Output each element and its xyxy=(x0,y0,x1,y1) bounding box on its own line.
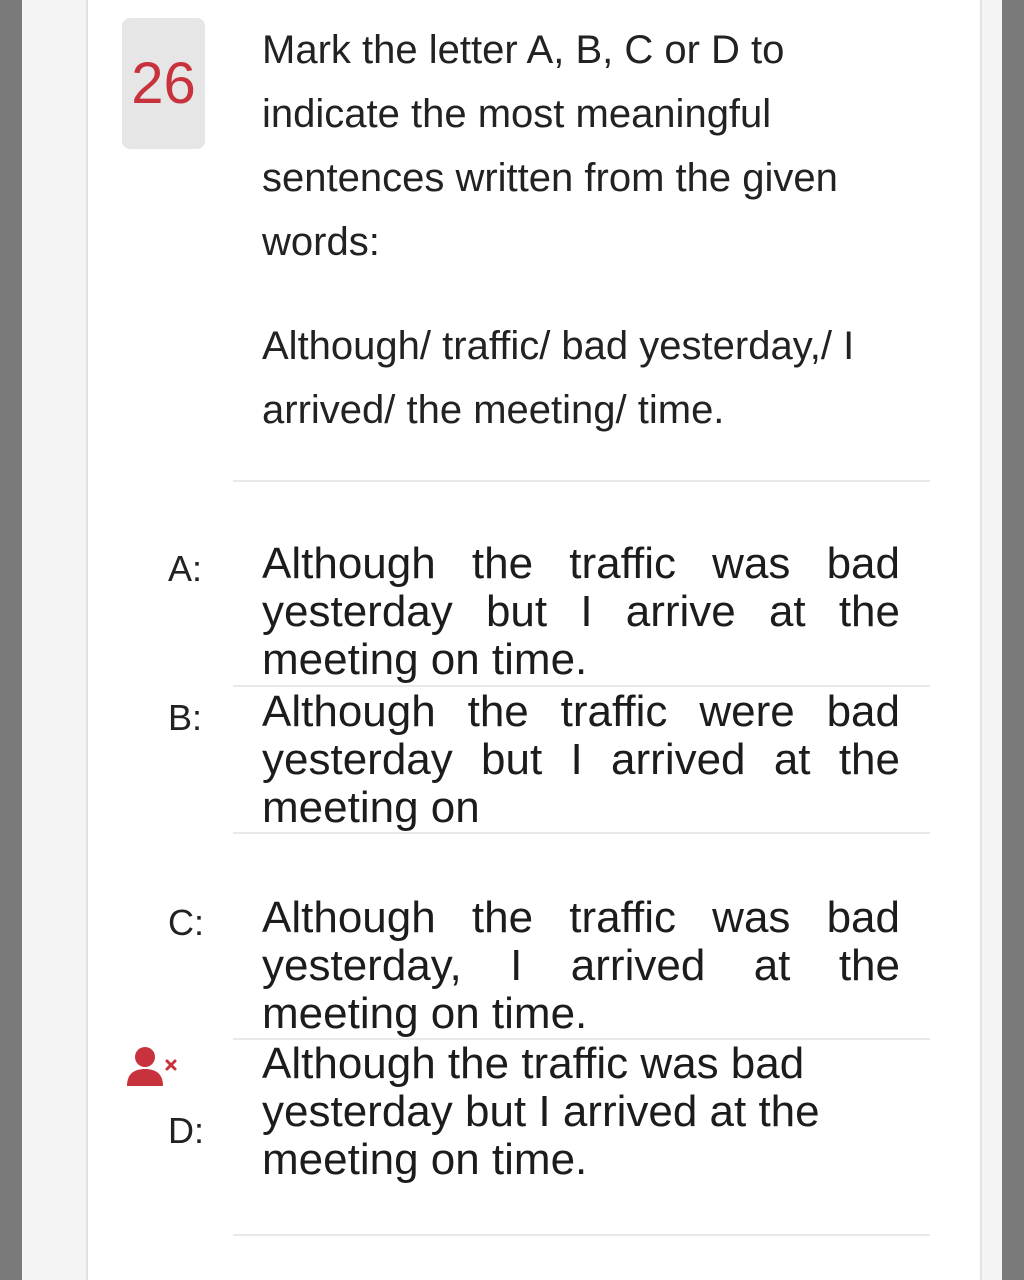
question-number: 26 xyxy=(131,51,196,116)
option-b-text[interactable]: Although the traffic were bad yesterday but I arrived at the meeting on xyxy=(262,687,900,832)
prompt-instruction: Mark the letter A, B, C or D to indicate the most meaningful sentences written from the given words: xyxy=(262,28,838,264)
prompt-given-words: Although/ traffic/ bad yesterday,/ I arrived/ the meeting/ time. xyxy=(262,324,855,432)
option-d-text[interactable]: Although the traffic was bad yesterday but I arrived at the meeting on time. xyxy=(262,1039,820,1184)
option-d-letter: D: xyxy=(168,1110,204,1151)
option-c-letter: C: xyxy=(168,902,204,943)
user-x-icon xyxy=(126,1046,178,1088)
option-a-letter: A: xyxy=(168,548,203,589)
frame-right-edge xyxy=(1002,0,1024,1280)
divider xyxy=(233,832,930,834)
option-b-letter: B: xyxy=(168,697,203,738)
divider xyxy=(233,1234,930,1236)
frame-left-edge xyxy=(0,0,22,1280)
divider xyxy=(233,480,930,482)
question-prompt xyxy=(262,18,922,442)
option-c-text[interactable]: Although the traffic was bad yesterday, I arrived at the meeting on time. xyxy=(262,893,900,1038)
question-number-badge xyxy=(122,18,205,149)
option-a-text[interactable]: Although the traffic was bad yesterday but I arrive at the meeting on time. xyxy=(262,539,900,684)
